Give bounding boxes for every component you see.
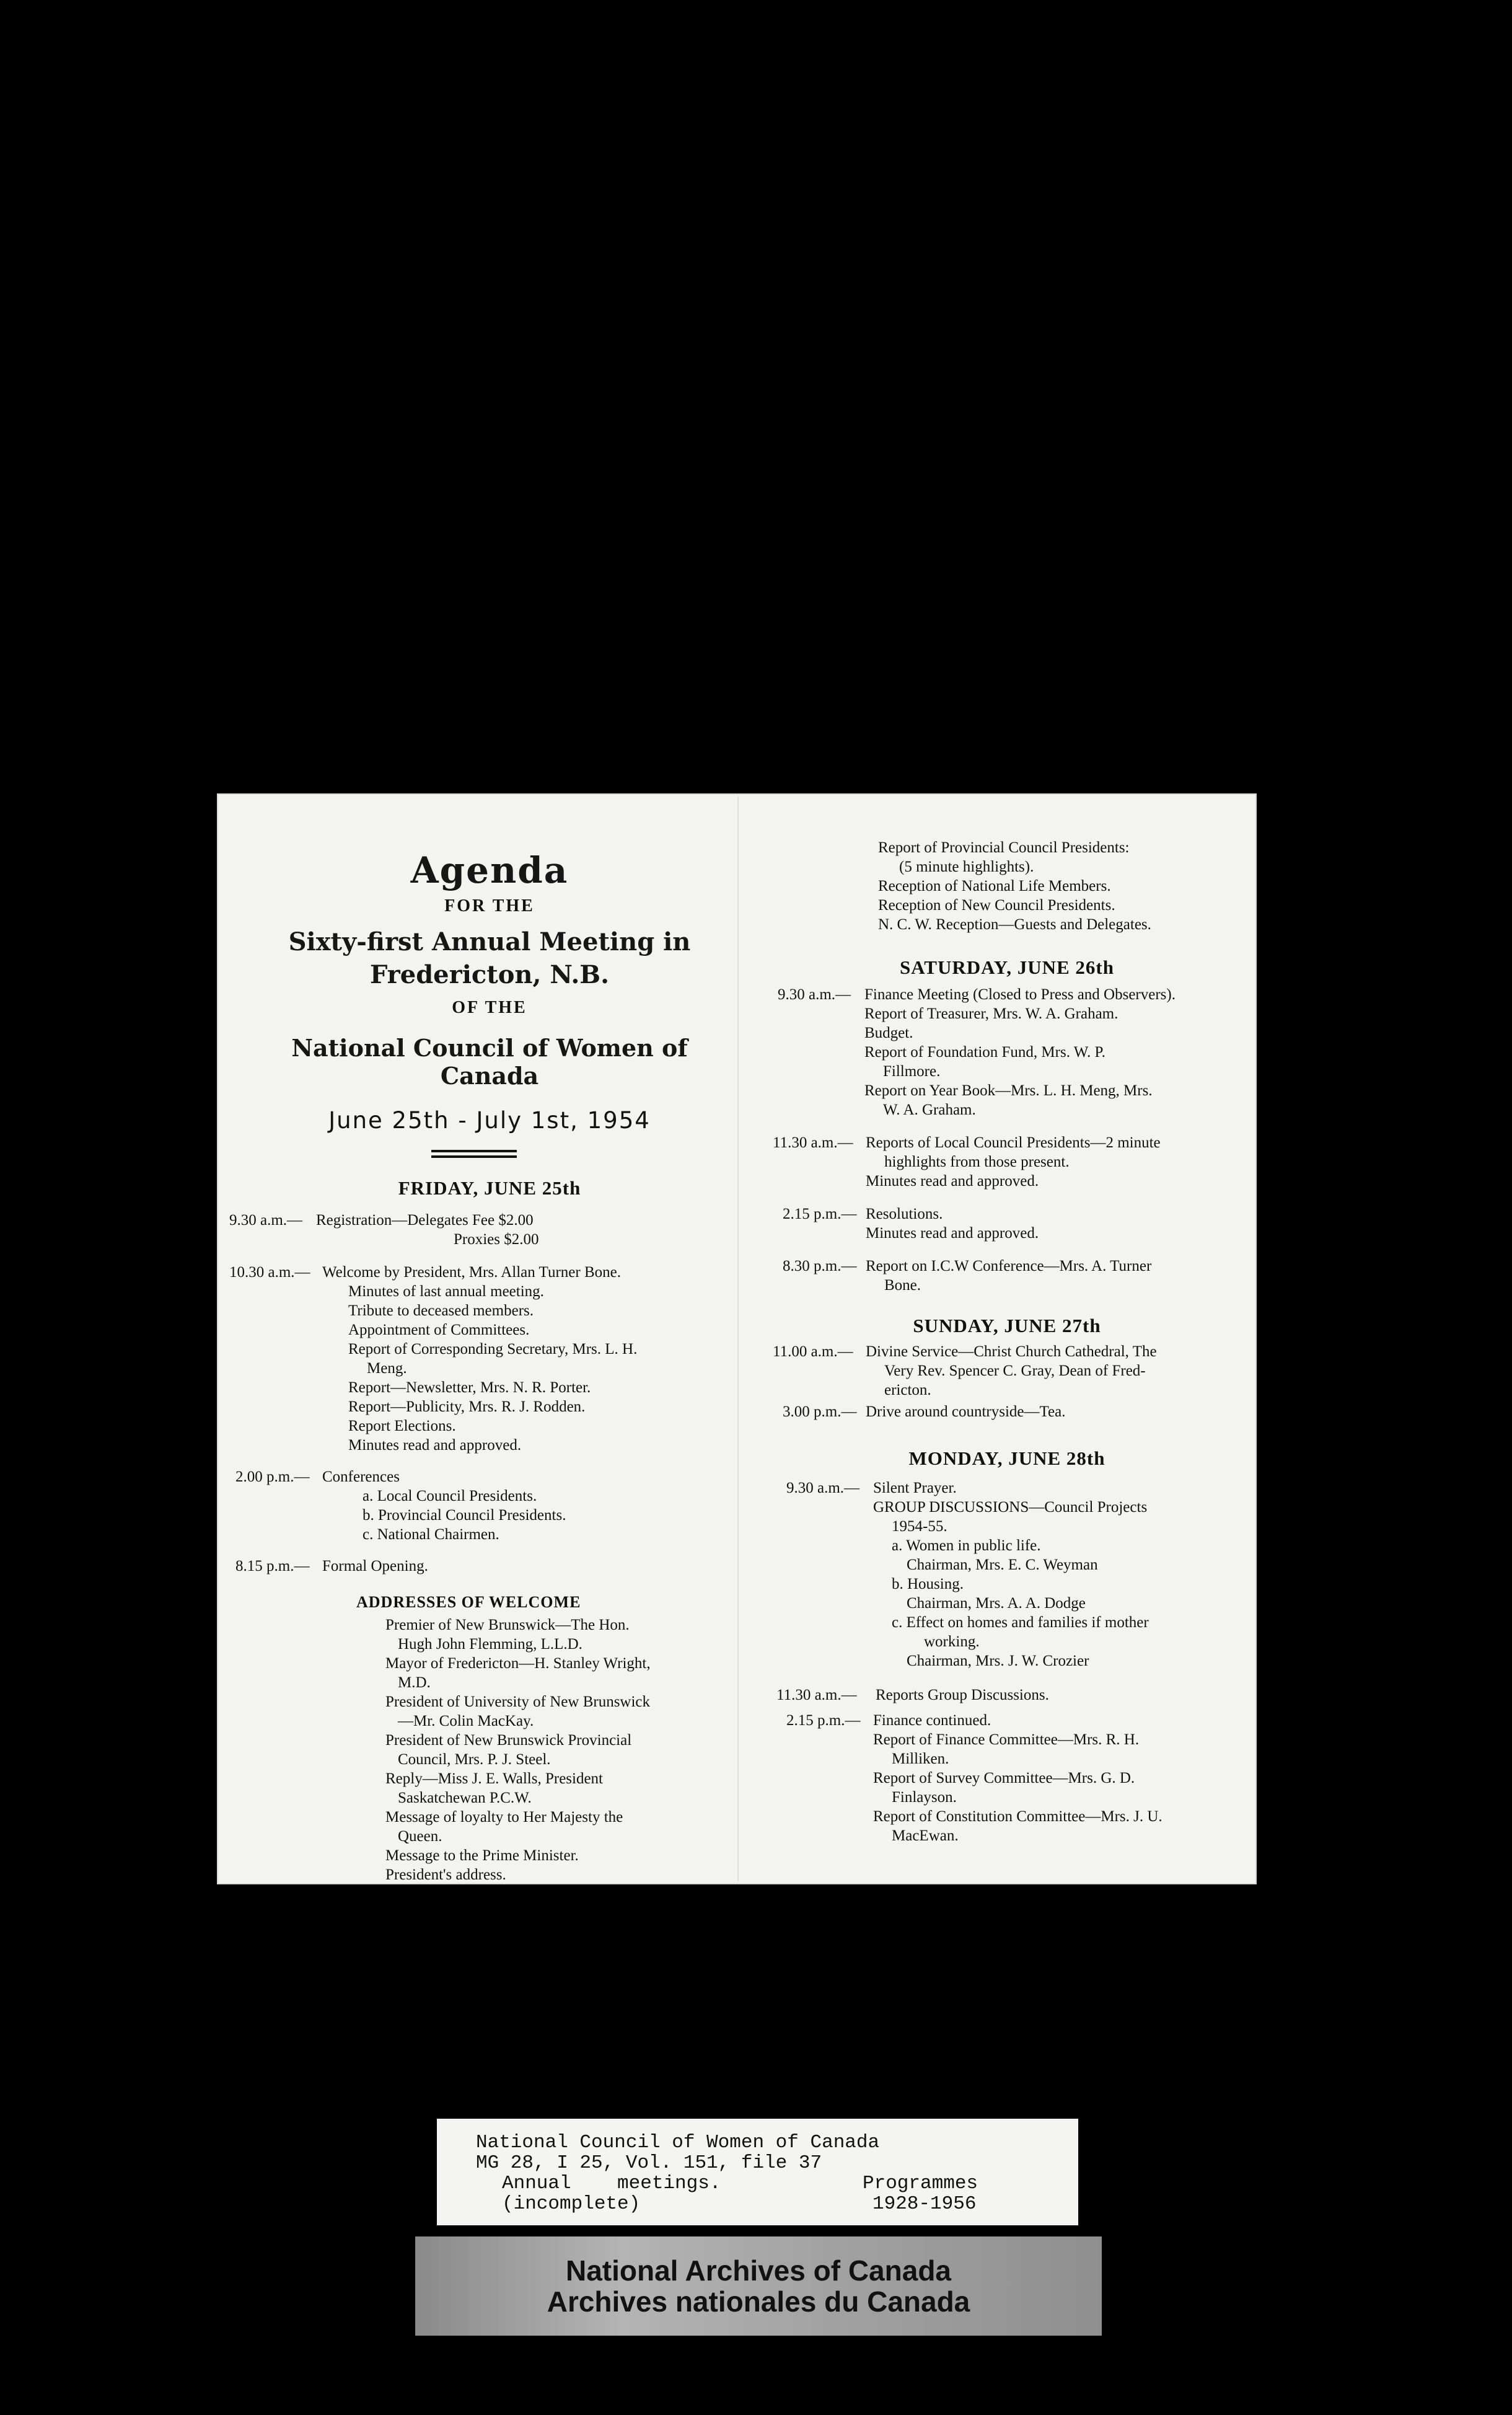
schedule-line: Report—Newsletter, Mrs. N. R. Porter. (348, 1379, 591, 1396)
address-line: Message of loyalty to Her Majesty the (385, 1809, 623, 1826)
address-line: Council, Mrs. P. J. Steel. (398, 1751, 551, 1768)
schedule-line: Finlayson. (892, 1789, 957, 1806)
label-line-3a: Annual meetings. (502, 2173, 721, 2194)
address-line: Mayor of Fredericton—H. Stanley Wright, (385, 1655, 651, 1672)
schedule-line: (5 minute highlights). (899, 859, 1034, 875)
schedule-line: Minutes read and approved. (348, 1437, 522, 1454)
saturday-item-1130 (773, 1133, 1236, 1191)
saturday-item-0830 (778, 1256, 1236, 1295)
time-label: 11.00 a.m.— (773, 1343, 853, 1360)
sunday-item-0300 (778, 1402, 1236, 1421)
of-the: OF THE (452, 998, 527, 1017)
address-line: Saskatchewan P.C.W. (398, 1790, 532, 1806)
friday-schedule (229, 1211, 737, 1884)
schedule-line: Budget. (864, 1025, 913, 1041)
friday-item-0815 (235, 1556, 737, 1576)
schedule-line: a. Women in public life. (892, 1537, 1041, 1554)
address-line: M.D. (398, 1674, 431, 1691)
schedule-line: Very Rev. Spencer C. Gray, Dean of Fred- (884, 1362, 1146, 1379)
schedule-line: ericton. (884, 1382, 931, 1398)
time-label: 10.30 a.m.— (229, 1264, 310, 1281)
double-rule (254, 1134, 725, 1159)
schedule-line: Chairman, Mrs. A. A. Dodge (907, 1595, 1086, 1612)
schedule-line: Proxies $2.00 (454, 1231, 539, 1248)
schedule-line: c. Effect on homes and families if mother (892, 1614, 1149, 1631)
meeting-dates: June 25th - July 1st, 1954 (328, 1107, 651, 1134)
schedule-line: Minutes of last annual meeting. (348, 1283, 544, 1300)
schedule-line: Appointment of Committees. (348, 1322, 530, 1338)
schedule-line: Tribute to deceased members. (348, 1302, 534, 1319)
time-label: 2.00 p.m.— (235, 1468, 310, 1485)
time-label: 11.30 a.m.— (776, 1687, 857, 1703)
friday-heading: FRIDAY, JUNE 25th (398, 1177, 581, 1199)
organization-name: National Council of Women of Canada (291, 1034, 688, 1090)
schedule-line: Report of Treasurer, Mrs. W. A. Graham. (864, 1005, 1119, 1022)
time-label: 9.30 a.m.— (786, 1480, 860, 1496)
saturday-item-0215 (778, 1204, 1236, 1243)
label-line-1: National Council of Women of Canada (476, 2132, 880, 2153)
right-panel (773, 838, 1236, 1845)
schedule-line: Resolutions. (866, 1206, 943, 1222)
schedule-line: Report of Constitution Committee—Mrs. J. U. (873, 1808, 1163, 1825)
time-label: 11.30 a.m.— (773, 1134, 853, 1151)
time-label: 3.00 p.m.— (783, 1403, 857, 1420)
label-line-2: MG 28, I 25, Vol. 151, file 37 (476, 2152, 822, 2174)
agenda-title: Agenda (410, 849, 569, 891)
address-line: —Mr. Colin MacKay. (398, 1713, 534, 1729)
time-label: 2.15 p.m.— (786, 1712, 861, 1729)
schedule-line: Chairman, Mrs. J. W. Crozier (907, 1653, 1089, 1669)
schedule-line: c. National Chairmen. (363, 1526, 499, 1543)
saturday-item-0930 (778, 985, 1236, 1119)
schedule-line: N. C. W. Reception—Guests and Delegates. (878, 916, 1151, 933)
sunday-item-1100 (773, 1342, 1236, 1400)
schedule-line: a. Local Council Presidents. (363, 1488, 537, 1504)
addresses-heading: ADDRESSES OF WELCOME (356, 1593, 581, 1611)
saturday-heading: SATURDAY, JUNE 26th (899, 956, 1114, 978)
schedule-line: Welcome by President, Mrs. Allan Turner Bone. (322, 1264, 621, 1281)
schedule-line: GROUP DISCUSSIONS—Council Projects (873, 1499, 1148, 1516)
schedule-line: Reception of New Council Presidents. (878, 897, 1115, 914)
schedule-line: Finance Meeting (Closed to Press and Observers). (864, 986, 1176, 1003)
address-line: Message to the Prime Minister. (385, 1847, 579, 1864)
schedule-line: Report of Provincial Council Presidents: (878, 839, 1130, 856)
time-label: 8.30 p.m.— (783, 1258, 857, 1274)
friday-item-0930 (229, 1211, 737, 1249)
archives-stamp (415, 2236, 1102, 2336)
friday-item-0200 (235, 1467, 737, 1544)
schedule-line: b. Provincial Council Presidents. (363, 1507, 566, 1524)
time-label: 8.15 p.m.— (235, 1558, 310, 1574)
schedule-line: 1954-55. (892, 1518, 947, 1535)
time-label: 2.15 p.m.— (783, 1206, 857, 1222)
stamp-line-1: National Archives of Canada (565, 2254, 951, 2287)
address-line: Queen. (398, 1828, 442, 1845)
schedule-line: Minutes read and approved. (866, 1173, 1039, 1190)
address-line: Reply—Miss J. E. Walls, President (385, 1770, 604, 1787)
address-line: Hugh John Flemming, L.L.D. (398, 1636, 582, 1653)
friday-item-1030 (229, 1263, 737, 1455)
label-line-3b: Programmes (863, 2173, 978, 2194)
schedule-line: b. Housing. (892, 1576, 964, 1592)
archive-reference-label (437, 2119, 1078, 2225)
schedule-line: working. (924, 1633, 980, 1650)
saturday-schedule (773, 985, 1236, 1295)
address-line: President's address. (385, 1866, 506, 1883)
sunday-heading: SUNDAY, JUNE 27th (913, 1315, 1101, 1336)
monday-schedule (778, 1478, 1236, 1845)
schedule-line: Report of Foundation Fund, Mrs. W. P. (864, 1044, 1105, 1061)
schedule-line: Report of Corresponding Secretary, Mrs. L. H. (348, 1341, 638, 1358)
schedule-line: Reports Group Discussions. (876, 1687, 1049, 1703)
monday-heading: MONDAY, JUNE 28th (908, 1447, 1105, 1469)
schedule-line: Silent Prayer. (873, 1480, 957, 1496)
schedule-line: MacEwan. (892, 1827, 959, 1844)
time-label: 9.30 a.m.— (778, 986, 851, 1003)
schedule-line: Reception of National Life Members. (878, 878, 1111, 894)
schedule-line: Conferences (322, 1468, 400, 1485)
monday-item-1130 (778, 1685, 1236, 1705)
schedule-line: Report—Publicity, Mrs. R. J. Rodden. (348, 1398, 586, 1415)
address-line: President of New Brunswick Provincial (385, 1732, 632, 1749)
schedule-line: Report Elections. (348, 1418, 456, 1434)
schedule-line: Milliken. (892, 1751, 949, 1767)
meeting-line-1: Sixty-first Annual Meeting in (288, 927, 691, 956)
schedule-line: Chairman, Mrs. E. C. Weyman (907, 1556, 1098, 1573)
addresses-list (254, 1615, 737, 1884)
schedule-line: Finance continued. (873, 1712, 991, 1729)
label-line-4a: (incomplete) (502, 2193, 641, 2215)
schedule-line: Report of Finance Committee—Mrs. R. H. (873, 1731, 1140, 1748)
schedule-line: Minutes read and approved. (866, 1225, 1039, 1242)
schedule-line: Registration—Delegates Fee $2.00 (316, 1212, 534, 1229)
schedule-line: Reports of Local Council Presidents—2 minute (866, 1134, 1161, 1151)
address-line: Premier of New Brunswick—The Hon. (385, 1617, 630, 1633)
schedule-line: Drive around countryside—Tea. (866, 1403, 1066, 1420)
schedule-line: highlights from those present. (884, 1154, 1070, 1170)
schedule-line: Bone. (884, 1277, 921, 1294)
right-top-block (778, 838, 1236, 934)
schedule-line: Report of Survey Committee—Mrs. G. D. (873, 1770, 1135, 1786)
time-label: 9.30 a.m.— (229, 1212, 303, 1229)
schedule-line: Formal Opening. (322, 1558, 428, 1574)
sunday-schedule (773, 1342, 1236, 1421)
address-line: President of University of New Brunswick (385, 1693, 651, 1710)
for-the: FOR THE (444, 896, 535, 916)
schedule-line: W. A. Graham. (883, 1102, 976, 1118)
monday-item-0215 (778, 1711, 1236, 1845)
schedule-line: Report on Year Book—Mrs. L. H. Meng, Mrs. (864, 1082, 1153, 1099)
monday-item-0930 (778, 1478, 1236, 1671)
schedule-line: Meng. (367, 1360, 407, 1377)
meeting-line-2: Fredericton, N.B. (369, 960, 609, 989)
schedule-line: Divine Service—Christ Church Cathedral, The (866, 1343, 1157, 1360)
stamp-line-2: Archives nationales du Canada (547, 2285, 970, 2318)
schedule-line: Report on I.C.W Conference—Mrs. A. Turner (866, 1258, 1152, 1274)
schedule-line: Fillmore. (883, 1063, 941, 1080)
label-line-4b: 1928-1956 (872, 2193, 977, 2215)
